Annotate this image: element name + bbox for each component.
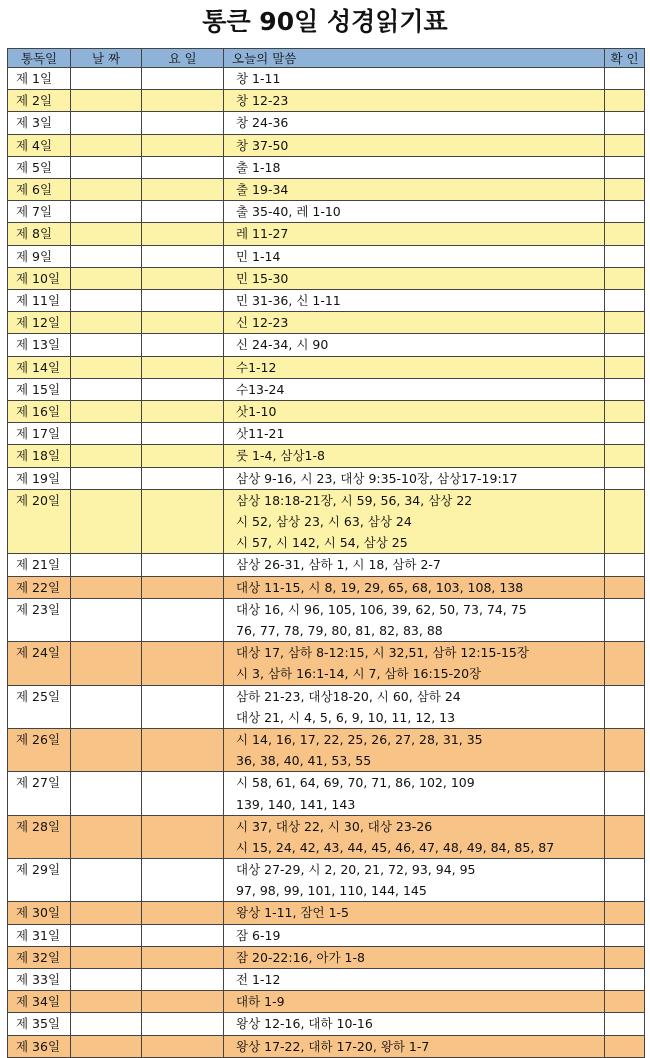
table-row <box>8 642 645 685</box>
weekday-cell[interactable] <box>142 378 224 400</box>
date-cell[interactable] <box>71 576 142 598</box>
reading-cell <box>224 334 605 356</box>
table-row <box>8 902 645 924</box>
reading-line: 시 37, 대상 22, 시 30, 대상 23-26 <box>236 818 433 834</box>
weekday-cell[interactable] <box>142 467 224 489</box>
date-cell[interactable] <box>71 946 142 968</box>
weekday-cell[interactable] <box>142 598 224 641</box>
reading-cell <box>224 924 605 946</box>
day-cell: 제 25일 <box>8 685 71 728</box>
reading-line: 시 15, 24, 42, 43, 44, 45, 46, 47, 48, 49, 84, 85, 87 <box>236 839 555 855</box>
reading-cell <box>224 772 605 815</box>
reading-cell <box>224 815 605 858</box>
day-cell: 제 14일 <box>8 356 71 378</box>
reading-cell <box>224 90 605 112</box>
table-row <box>8 245 645 267</box>
check-cell[interactable] <box>605 946 645 968</box>
reading-line: 삼하 21-23, 대상18-20, 시 60, 삼하 24 <box>236 688 461 704</box>
reading-cell <box>224 902 605 924</box>
weekday-cell[interactable] <box>142 401 224 423</box>
day-cell: 제 35일 <box>8 1013 71 1035</box>
day-cell: 제 32일 <box>8 946 71 968</box>
weekday-cell[interactable] <box>142 489 224 554</box>
reading-line: 신 12-23 <box>236 315 289 331</box>
date-cell[interactable] <box>71 401 142 423</box>
table-row <box>8 378 645 400</box>
reading-line: 창 24-36 <box>236 115 289 131</box>
reading-line: 창 1-11 <box>236 71 281 86</box>
weekday-cell[interactable] <box>142 445 224 467</box>
check-cell[interactable] <box>605 245 645 267</box>
check-cell[interactable] <box>605 179 645 201</box>
weekday-cell[interactable] <box>142 245 224 267</box>
reading-line: 삿1-10 <box>236 404 277 420</box>
header-date: 날 짜 <box>71 49 142 68</box>
table-row <box>8 334 645 356</box>
day-cell: 제 13일 <box>8 334 71 356</box>
day-cell: 제 28일 <box>8 815 71 858</box>
date-cell[interactable] <box>71 223 142 245</box>
date-cell[interactable] <box>71 445 142 467</box>
day-cell: 제 5일 <box>8 156 71 178</box>
header-reading: 오늘의 말씀 <box>224 49 605 68</box>
table-row <box>8 267 645 289</box>
table-row <box>8 201 645 223</box>
date-cell[interactable] <box>71 179 142 201</box>
table-row <box>8 728 645 771</box>
date-cell[interactable] <box>71 489 142 554</box>
table-row <box>8 134 645 156</box>
date-cell[interactable] <box>71 267 142 289</box>
reading-cell <box>224 356 605 378</box>
reading-line: 잠 6-19 <box>236 927 281 943</box>
table-row <box>8 423 645 445</box>
day-cell: 제 20일 <box>8 489 71 554</box>
check-cell[interactable] <box>605 290 645 312</box>
reading-cell <box>224 290 605 312</box>
weekday-cell[interactable] <box>142 924 224 946</box>
weekday-cell[interactable] <box>142 576 224 598</box>
reading-line: 수1-12 <box>236 359 277 375</box>
date-cell[interactable] <box>71 815 142 858</box>
reading-cell <box>224 423 605 445</box>
reading-cell <box>224 201 605 223</box>
reading-cell <box>224 445 605 467</box>
day-cell: 제 8일 <box>8 223 71 245</box>
reading-cell <box>224 267 605 289</box>
reading-line: 창 37-50 <box>236 137 289 153</box>
weekday-cell[interactable] <box>142 90 224 112</box>
day-cell: 제 21일 <box>8 554 71 576</box>
day-cell: 제 31일 <box>8 924 71 946</box>
table-row <box>8 969 645 991</box>
day-cell: 제 3일 <box>8 112 71 134</box>
reading-line: 대상 16, 시 96, 105, 106, 39, 62, 50, 73, 74, 75 <box>236 601 527 617</box>
reading-cell <box>224 991 605 1013</box>
day-cell: 제 36일 <box>8 1035 71 1057</box>
reading-line: 수13-24 <box>236 381 285 397</box>
reading-cell <box>224 312 605 334</box>
reading-line: 창 12-23 <box>236 93 289 109</box>
check-cell[interactable] <box>605 312 645 334</box>
table-row <box>8 179 645 201</box>
day-cell: 제 18일 <box>8 445 71 467</box>
table-row <box>8 598 645 641</box>
reading-line: 레 11-27 <box>236 226 289 242</box>
reading-line: 민 31-36, 신 1-11 <box>236 293 341 309</box>
day-cell: 제 1일 <box>8 68 71 90</box>
reading-cell <box>224 554 605 576</box>
day-cell: 제 12일 <box>8 312 71 334</box>
reading-cell <box>224 467 605 489</box>
check-cell[interactable] <box>605 90 645 112</box>
reading-cell <box>224 946 605 968</box>
reading-cell <box>224 642 605 685</box>
reading-cell <box>224 245 605 267</box>
table-row <box>8 112 645 134</box>
weekday-cell[interactable] <box>142 223 224 245</box>
table-row <box>8 924 645 946</box>
reading-line: 대하 1-9 <box>236 994 285 1010</box>
reading-line: 룻 1-4, 삼상1-8 <box>236 448 325 464</box>
reading-cell <box>224 598 605 641</box>
check-cell[interactable] <box>605 68 645 90</box>
weekday-cell[interactable] <box>142 201 224 223</box>
reading-line: 출 1-18 <box>236 159 281 175</box>
check-cell[interactable] <box>605 112 645 134</box>
check-cell[interactable] <box>605 223 645 245</box>
reading-cell <box>224 156 605 178</box>
day-cell: 제 7일 <box>8 201 71 223</box>
reading-cell <box>224 489 605 554</box>
weekday-cell[interactable] <box>142 68 224 90</box>
check-cell[interactable] <box>605 134 645 156</box>
reading-line: 삼상 26-31, 삼하 1, 시 18, 삼하 2-7 <box>236 557 441 573</box>
table-row <box>8 290 645 312</box>
day-cell: 제 11일 <box>8 290 71 312</box>
date-cell[interactable] <box>71 245 142 267</box>
reading-line: 출 35-40, 레 1-10 <box>236 204 341 220</box>
reading-schedule-table <box>7 48 645 1058</box>
reading-cell <box>224 728 605 771</box>
date-cell[interactable] <box>71 156 142 178</box>
date-cell[interactable] <box>71 134 142 156</box>
table-row <box>8 401 645 423</box>
weekday-cell[interactable] <box>142 685 224 728</box>
day-cell: 제 34일 <box>8 991 71 1013</box>
table-row <box>8 946 645 968</box>
weekday-cell[interactable] <box>142 815 224 858</box>
check-cell[interactable] <box>605 685 645 728</box>
reading-cell <box>224 378 605 400</box>
weekday-cell[interactable] <box>142 902 224 924</box>
weekday-cell[interactable] <box>142 112 224 134</box>
check-cell[interactable] <box>605 728 645 771</box>
day-cell: 제 29일 <box>8 859 71 902</box>
table-row <box>8 576 645 598</box>
date-cell[interactable] <box>71 68 142 90</box>
table-row <box>8 772 645 815</box>
weekday-cell[interactable] <box>142 859 224 902</box>
table-row <box>8 156 645 178</box>
day-cell: 제 15일 <box>8 378 71 400</box>
reading-line: 출 19-34 <box>236 182 289 198</box>
weekday-cell[interactable] <box>142 134 224 156</box>
check-cell[interactable] <box>605 267 645 289</box>
table-row <box>8 467 645 489</box>
table-row <box>8 815 645 858</box>
reading-line: 민 15-30 <box>236 270 289 286</box>
weekday-cell[interactable] <box>142 1035 224 1057</box>
reading-cell <box>224 1035 605 1057</box>
check-cell[interactable] <box>605 489 645 554</box>
weekday-cell[interactable] <box>142 728 224 771</box>
date-cell[interactable] <box>71 924 142 946</box>
table-row <box>8 685 645 728</box>
reading-cell <box>224 576 605 598</box>
date-cell[interactable] <box>71 902 142 924</box>
day-cell: 제 27일 <box>8 772 71 815</box>
reading-cell <box>224 68 605 90</box>
day-cell: 제 10일 <box>8 267 71 289</box>
day-cell: 제 19일 <box>8 467 71 489</box>
check-cell[interactable] <box>605 969 645 991</box>
reading-cell <box>224 179 605 201</box>
reading-line: 대상 21, 시 4, 5, 6, 9, 10, 11, 12, 13 <box>236 709 456 725</box>
day-cell: 제 26일 <box>8 728 71 771</box>
day-cell: 제 2일 <box>8 90 71 112</box>
table-row <box>8 445 645 467</box>
table-row <box>8 489 645 554</box>
check-cell[interactable] <box>605 156 645 178</box>
reading-line: 시 3, 삼하 16:1-14, 시 7, 삼하 16:15-20장 <box>236 666 482 682</box>
reading-line: 삼상 9-16, 시 23, 대상 9:35-10장, 삼상17-19:17 <box>236 470 518 486</box>
check-cell[interactable] <box>605 467 645 489</box>
date-cell[interactable] <box>71 969 142 991</box>
reading-line: 왕상 1-11, 잠언 1-5 <box>236 905 349 921</box>
reading-cell <box>224 223 605 245</box>
reading-line: 97, 98, 99, 101, 110, 144, 145 <box>236 883 427 899</box>
check-cell[interactable] <box>605 334 645 356</box>
day-cell: 제 33일 <box>8 969 71 991</box>
table-row <box>8 554 645 576</box>
date-cell[interactable] <box>71 859 142 902</box>
weekday-cell[interactable] <box>142 642 224 685</box>
check-cell[interactable] <box>605 423 645 445</box>
table-row <box>8 991 645 1013</box>
reading-line: 왕상 12-16, 대하 10-16 <box>236 1016 373 1032</box>
reading-line: 신 24-34, 시 90 <box>236 337 329 353</box>
reading-cell <box>224 969 605 991</box>
reading-line: 대상 11-15, 시 8, 19, 29, 65, 68, 103, 108, 138 <box>236 579 524 595</box>
day-cell: 제 30일 <box>8 902 71 924</box>
check-cell[interactable] <box>605 445 645 467</box>
date-cell[interactable] <box>71 423 142 445</box>
check-cell[interactable] <box>605 859 645 902</box>
reading-line: 대상 17, 삼하 8-12:15, 시 32,51, 삼하 12:15-15장 <box>236 645 529 661</box>
weekday-cell[interactable] <box>142 334 224 356</box>
weekday-cell[interactable] <box>142 423 224 445</box>
reading-cell <box>224 112 605 134</box>
date-cell[interactable] <box>71 467 142 489</box>
reading-cell <box>224 134 605 156</box>
reading-line: 시 14, 16, 17, 22, 25, 26, 27, 28, 31, 35 <box>236 731 483 747</box>
reading-line: 삿11-21 <box>236 426 285 442</box>
reading-cell <box>224 859 605 902</box>
date-cell[interactable] <box>71 201 142 223</box>
date-cell[interactable] <box>71 290 142 312</box>
check-cell[interactable] <box>605 356 645 378</box>
table-row <box>8 859 645 902</box>
check-cell[interactable] <box>605 924 645 946</box>
day-cell: 제 16일 <box>8 401 71 423</box>
weekday-cell[interactable] <box>142 946 224 968</box>
check-cell[interactable] <box>605 772 645 815</box>
weekday-cell[interactable] <box>142 356 224 378</box>
check-cell[interactable] <box>605 201 645 223</box>
reading-line: 시 58, 61, 64, 69, 70, 71, 86, 102, 109 <box>236 775 475 791</box>
check-cell[interactable] <box>605 642 645 685</box>
table-row <box>8 90 645 112</box>
date-cell[interactable] <box>71 356 142 378</box>
day-cell: 제 24일 <box>8 642 71 685</box>
reading-cell <box>224 401 605 423</box>
date-cell[interactable] <box>71 312 142 334</box>
date-cell[interactable] <box>71 991 142 1013</box>
reading-line: 삼상 18:18-21장, 시 59, 56, 34, 삼상 22 <box>236 492 473 508</box>
date-cell[interactable] <box>71 728 142 771</box>
reading-line: 시 52, 삼상 23, 시 63, 삼상 24 <box>236 514 412 530</box>
reading-line: 시 57, 시 142, 시 54, 삼상 25 <box>236 535 408 551</box>
header-weekday: 요 일 <box>142 49 224 68</box>
reading-line: 전 1-12 <box>236 972 281 988</box>
date-cell[interactable] <box>71 90 142 112</box>
day-cell: 제 22일 <box>8 576 71 598</box>
check-cell[interactable] <box>605 401 645 423</box>
day-cell: 제 17일 <box>8 423 71 445</box>
check-cell[interactable] <box>605 576 645 598</box>
weekday-cell[interactable] <box>142 179 224 201</box>
check-cell[interactable] <box>605 378 645 400</box>
table-row <box>8 356 645 378</box>
table-row <box>8 68 645 90</box>
reading-line: 왕상 17-22, 대하 17-20, 왕하 1-7 <box>236 1038 430 1054</box>
date-cell[interactable] <box>71 685 142 728</box>
weekday-cell[interactable] <box>142 156 224 178</box>
weekday-cell[interactable] <box>142 772 224 815</box>
check-cell[interactable] <box>605 991 645 1013</box>
day-cell: 제 9일 <box>8 245 71 267</box>
check-cell[interactable] <box>605 902 645 924</box>
date-cell[interactable] <box>71 378 142 400</box>
day-cell: 제 23일 <box>8 598 71 641</box>
weekday-cell[interactable] <box>142 312 224 334</box>
reading-line: 139, 140, 141, 143 <box>236 796 356 812</box>
reading-cell <box>224 685 605 728</box>
reading-line: 76, 77, 78, 79, 80, 81, 82, 83, 88 <box>236 623 443 639</box>
date-cell[interactable] <box>71 334 142 356</box>
reading-line: 잠 20-22:16, 아가 1-8 <box>236 949 365 965</box>
date-cell[interactable] <box>71 598 142 641</box>
weekday-cell[interactable] <box>142 290 224 312</box>
day-cell: 제 6일 <box>8 179 71 201</box>
weekday-cell[interactable] <box>142 554 224 576</box>
page-title: 통큰 90일 성경읽기표 <box>202 7 448 36</box>
day-cell: 제 4일 <box>8 134 71 156</box>
weekday-cell[interactable] <box>142 969 224 991</box>
reading-line: 민 1-14 <box>236 248 281 264</box>
date-cell[interactable] <box>71 1035 142 1057</box>
date-cell[interactable] <box>71 112 142 134</box>
date-cell[interactable] <box>71 642 142 685</box>
table-row <box>8 312 645 334</box>
header-check: 확 인 <box>605 49 645 68</box>
reading-line: 대상 27-29, 시 2, 20, 21, 72, 93, 94, 95 <box>236 862 476 878</box>
reading-line: 36, 38, 40, 41, 53, 55 <box>236 753 372 769</box>
table-row <box>8 223 645 245</box>
weekday-cell[interactable] <box>142 267 224 289</box>
header-day: 통독일 <box>8 49 71 68</box>
table-row <box>8 1035 645 1057</box>
table-header-row <box>8 49 645 68</box>
check-cell[interactable] <box>605 815 645 858</box>
date-cell[interactable] <box>71 554 142 576</box>
weekday-cell[interactable] <box>142 991 224 1013</box>
table-body <box>8 68 645 1058</box>
check-cell[interactable] <box>605 598 645 641</box>
check-cell[interactable] <box>605 1035 645 1057</box>
check-cell[interactable] <box>605 554 645 576</box>
date-cell[interactable] <box>71 772 142 815</box>
